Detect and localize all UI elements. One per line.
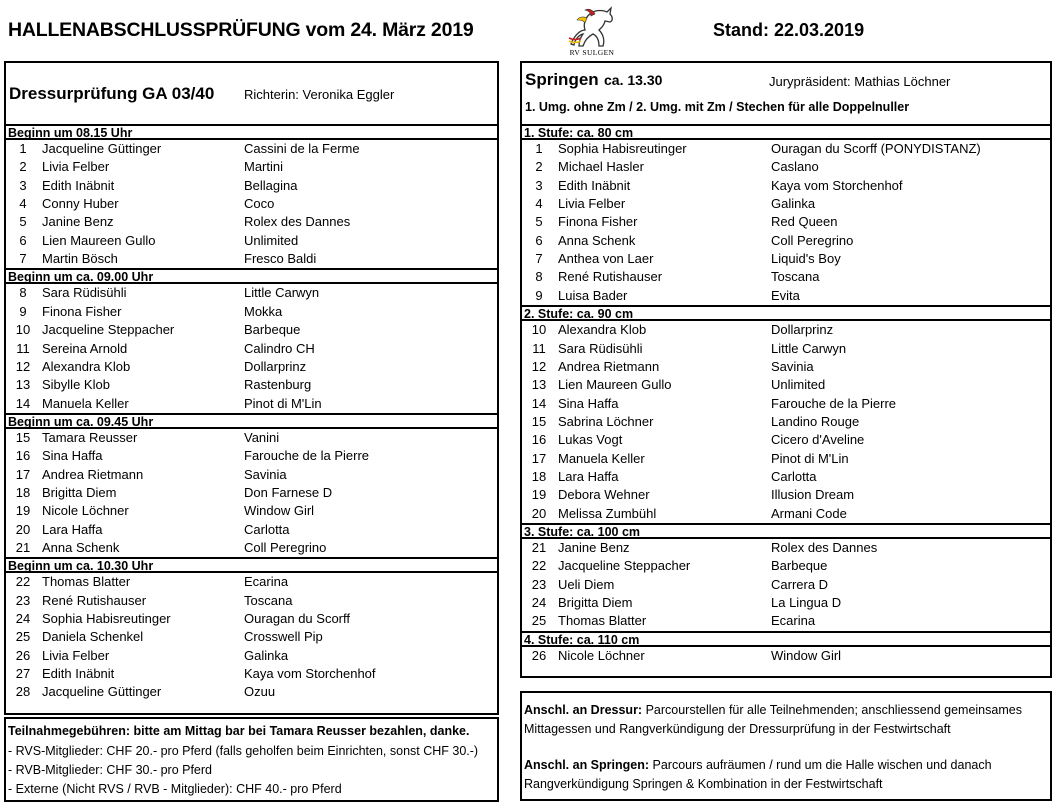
- note-dressur-label: Anschl. an Dressur:: [524, 703, 643, 717]
- section-header: 4. Stufe: ca. 110 cm: [522, 631, 1050, 647]
- start-number: 22: [15, 574, 31, 590]
- start-number: 14: [531, 395, 547, 411]
- start-list-row: [6, 321, 497, 339]
- fees-line-rvs: - RVS-Mitglieder: CHF 20.- pro Pferd (falls geholfen beim Einrichten, sonst CHF 30.-): [8, 744, 479, 758]
- start-number: 1: [19, 141, 27, 156]
- start-list-row: [522, 250, 1050, 268]
- horse-name: Rolex des Dannes: [244, 214, 351, 230]
- rider-name: Finona Fisher: [558, 214, 638, 230]
- start-list-row: [522, 594, 1050, 612]
- start-number: 14: [15, 395, 31, 411]
- horse-name: Bellagina: [244, 177, 298, 193]
- horse-name: Evita: [771, 287, 800, 303]
- notes-box: [520, 691, 1052, 801]
- start-list-row: [6, 592, 497, 610]
- horse-name: Ecarina: [244, 574, 289, 590]
- horse-name: Pinot di M'Lin: [244, 395, 322, 411]
- start-number: 12: [15, 358, 31, 374]
- start-list-row: [6, 177, 497, 195]
- start-list-row: [522, 140, 1050, 158]
- start-number: 25: [15, 629, 31, 645]
- rider-name: Ueli Diem: [558, 576, 615, 592]
- start-list-row: [6, 502, 497, 520]
- rider-name: Brigitta Diem: [42, 484, 117, 500]
- note-springen-line-1: [524, 756, 1048, 775]
- springen-panel: [520, 61, 1052, 678]
- horse-name: Unlimited: [771, 377, 826, 393]
- section-header: 2. Stufe: ca. 90 cm: [522, 305, 1050, 321]
- horse-name: Barbeque: [244, 322, 301, 338]
- start-list-row: [6, 376, 497, 394]
- horse-name: Dollarprinz: [244, 358, 307, 374]
- start-list-row: [522, 321, 1050, 339]
- horse-name: Mokka: [244, 303, 283, 319]
- horse-name: Ecarina: [771, 613, 816, 629]
- rider-name: Edith Inäbnit: [42, 177, 115, 193]
- horse-name: Little Carwyn: [771, 340, 847, 356]
- horse-name: Ouragan du Scorff: [244, 611, 350, 627]
- fees-title: Teilnahmegebühren: bitte am Mittag bar bei Tamara Reusser bezahlen, danke.: [8, 724, 470, 738]
- start-number: 13: [15, 377, 31, 393]
- horse-name: Coll Peregrino: [244, 540, 327, 555]
- start-number: 18: [15, 484, 31, 500]
- horse-name: Galinka: [244, 647, 289, 663]
- start-list-row: [6, 358, 497, 376]
- rider-name: Thomas Blatter: [42, 574, 131, 590]
- start-number: 7: [535, 251, 543, 267]
- start-list-row: [6, 250, 497, 268]
- horse-name: Window Girl: [244, 503, 315, 519]
- start-list-row: [6, 683, 497, 701]
- rider-name: Daniela Schenkel: [42, 629, 144, 645]
- start-list-row: [6, 484, 497, 502]
- start-number: 10: [15, 322, 31, 338]
- start-number: 6: [535, 232, 543, 248]
- horse-name: Coll Peregrino: [771, 232, 854, 248]
- start-list-row: [522, 340, 1050, 358]
- horse-name: Crosswell Pip: [244, 629, 323, 645]
- start-list-row: [6, 466, 497, 484]
- rider-name: Jacqueline Güttinger: [42, 684, 162, 700]
- start-list-row: [522, 358, 1050, 376]
- start-number: 15: [531, 413, 547, 429]
- status-date: Stand: 22.03.2019: [713, 20, 865, 40]
- start-list-row: [6, 573, 497, 591]
- rider-name: Lara Haffa: [558, 468, 619, 484]
- start-list-row: [522, 413, 1050, 431]
- horse-name: Illusion Dream: [771, 487, 855, 503]
- horse-name: Landino Rouge: [771, 413, 860, 429]
- start-number: 2: [535, 159, 543, 175]
- start-list-row: [6, 395, 497, 413]
- springen-subtitle: 1. Umg. ohne Zm / 2. Umg. mit Zm / Stechen für alle Doppelnuller: [525, 100, 910, 114]
- horse-name: Liquid's Boy: [771, 251, 841, 267]
- fees-line-extern: - Externe (Nicht RVS / RVB - Mitglieder): CHF 40.- pro Pferd: [8, 782, 342, 796]
- start-number: 4: [19, 196, 27, 212]
- rider-name: Edith Inäbnit: [558, 177, 631, 193]
- start-number: 5: [535, 214, 543, 230]
- horse-name: Red Queen: [771, 214, 838, 230]
- start-list-row: [6, 195, 497, 213]
- start-number: 22: [531, 558, 547, 574]
- horse-name: Carlotta: [244, 521, 290, 537]
- horse-name: Don Farnese D: [244, 484, 333, 500]
- start-list-row: [522, 232, 1050, 250]
- rider-name: Lara Haffa: [42, 521, 103, 537]
- horse-name: Barbeque: [771, 558, 828, 574]
- dressur-panel: [4, 61, 499, 715]
- start-number: 12: [531, 358, 547, 374]
- start-list-row: [6, 284, 497, 302]
- start-number: 11: [532, 340, 546, 356]
- rider-name: Sabrina Löchner: [558, 413, 654, 429]
- start-number: 16: [15, 448, 31, 464]
- start-number: 6: [19, 232, 27, 248]
- rider-name: Jacqueline Steppacher: [558, 558, 691, 574]
- start-number: 19: [531, 487, 547, 503]
- start-list-row: [522, 158, 1050, 176]
- rider-name: Edith Inäbnit: [42, 666, 115, 682]
- section-header: Beginn um ca. 09.00 Uhr: [6, 268, 497, 284]
- horse-name: Ouragan du Scorff (PONYDISTANZ): [771, 141, 981, 156]
- start-number: 26: [531, 647, 547, 663]
- rider-name: Andrea Rietmann: [558, 358, 660, 374]
- dressur-title: Dressurprüfung GA 03/40: [9, 84, 215, 103]
- horse-name: Farouche de la Pierre: [771, 395, 897, 411]
- rider-name: Lukas Vogt: [558, 432, 623, 448]
- rider-name: René Rutishauser: [42, 592, 147, 608]
- horse-name: La Lingua D: [771, 595, 842, 611]
- start-number: 8: [19, 285, 27, 301]
- rider-name: Livia Felber: [42, 647, 110, 663]
- start-number: 24: [531, 595, 547, 611]
- start-list-row: [522, 612, 1050, 630]
- start-number: 20: [531, 505, 547, 521]
- horse-name: Carlotta: [771, 468, 817, 484]
- rider-name: Sophia Habisreutinger: [558, 141, 687, 156]
- rider-name: Manuela Keller: [558, 450, 645, 466]
- start-number: 23: [15, 592, 31, 608]
- horse-name: Cicero d'Aveline: [771, 432, 865, 448]
- horse-name: Savinia: [771, 358, 814, 374]
- horse-name: Rolex des Dannes: [771, 540, 878, 555]
- section-header: Beginn um ca. 10.30 Uhr: [6, 557, 497, 573]
- start-number: 21: [15, 540, 31, 555]
- start-list-row: [522, 395, 1050, 413]
- start-list-row: [522, 486, 1050, 504]
- rider-name: Livia Felber: [42, 159, 110, 175]
- rider-name: Nicole Löchner: [42, 503, 129, 519]
- horse-name: Galinka: [771, 196, 816, 212]
- rider-name: Lien Maureen Gullo: [558, 377, 672, 393]
- start-list-row: [6, 610, 497, 628]
- start-number: 17: [15, 466, 31, 482]
- start-list-row: [522, 450, 1050, 468]
- start-list-row: [6, 429, 497, 447]
- start-list-row: [522, 213, 1050, 231]
- horse-name: Kaya vom Storchenhof: [771, 177, 903, 193]
- rider-name: Martin Bösch: [42, 251, 118, 267]
- horse-name: Vanini: [244, 429, 280, 445]
- section-header: Beginn um 08.15 Uhr: [6, 124, 497, 140]
- fees-box: [4, 717, 499, 802]
- rider-name: Jacqueline Steppacher: [42, 322, 175, 338]
- rider-name: Alexandra Klob: [558, 322, 647, 338]
- start-list-row: [522, 647, 1050, 665]
- start-list-row: [6, 447, 497, 465]
- start-list-row: [6, 303, 497, 321]
- start-number: 3: [19, 177, 27, 193]
- start-number: 2: [19, 159, 27, 175]
- rider-name: Lien Maureen Gullo: [42, 232, 156, 248]
- horse-name: Calindro CH: [244, 340, 315, 356]
- rider-name: Nicole Löchner: [558, 647, 645, 663]
- start-list-row: [522, 505, 1050, 523]
- rider-name: Anthea von Laer: [558, 251, 654, 267]
- rider-name: Thomas Blatter: [558, 613, 647, 629]
- dressur-header: [6, 63, 497, 124]
- rider-name: Tamara Reusser: [42, 429, 138, 445]
- start-number: 20: [15, 521, 31, 537]
- start-list-row: [6, 140, 497, 158]
- rider-name: Sara Rüdisühli: [558, 340, 643, 356]
- note-springen-label: Anschl. an Springen:: [524, 758, 650, 772]
- rider-name: Andrea Rietmann: [42, 466, 144, 482]
- start-list-row: [6, 665, 497, 683]
- start-number: 21: [531, 540, 547, 555]
- horse-name: Caslano: [771, 159, 819, 175]
- start-number: 25: [531, 613, 547, 629]
- start-number: 15: [15, 429, 31, 445]
- start-list-row: [522, 431, 1050, 449]
- start-list-row: [6, 340, 497, 358]
- horse-name: Ozuu: [244, 684, 276, 700]
- horse-name: Dollarprinz: [771, 322, 834, 338]
- note-dressur-line-2: Mittagessen und Rangverkündigung der Dressurprüfung in der Festwirtschaft: [524, 722, 951, 736]
- horse-name: Cassini de la Ferme: [244, 141, 360, 156]
- springen-title: Springen: [525, 70, 599, 89]
- start-list-row: [6, 647, 497, 665]
- rider-name: Sina Haffa: [558, 395, 619, 411]
- start-number: 17: [531, 450, 547, 466]
- rider-name: Janine Benz: [42, 214, 114, 230]
- horse-name: Carrera D: [771, 576, 829, 592]
- start-list-row: [522, 287, 1050, 305]
- rider-name: Michael Hasler: [558, 159, 644, 175]
- horse-name: Savinia: [244, 466, 287, 482]
- section-header: 1. Stufe: ca. 80 cm: [522, 124, 1050, 140]
- club-logo: [563, 4, 621, 58]
- start-list-row: [522, 195, 1050, 213]
- start-number: 23: [531, 576, 547, 592]
- start-number: 19: [15, 503, 31, 519]
- start-number: 9: [535, 287, 543, 303]
- start-number: 13: [531, 377, 547, 393]
- start-number: 4: [535, 196, 543, 212]
- start-number: 28: [15, 684, 31, 700]
- horse-name: Toscana: [244, 592, 293, 608]
- rider-name: Sina Haffa: [42, 448, 103, 464]
- start-number: 3: [535, 177, 543, 193]
- rider-name: Anna Schenk: [558, 232, 636, 248]
- rider-name: Luisa Bader: [558, 287, 628, 303]
- start-number: 18: [531, 468, 547, 484]
- start-number: 11: [16, 340, 30, 356]
- horse-name: Martini: [244, 159, 284, 175]
- rider-name: Sereina Arnold: [42, 340, 128, 356]
- note-dressur-text: Parcourstellen für alle Teilnehmenden; anschliessend gemeinsames: [642, 703, 1022, 717]
- horse-logo-icon: [563, 4, 621, 48]
- start-list-row: [522, 468, 1050, 486]
- page-title: HALLENABSCHLUSSPRÜFUNG vom 24. März 2019: [8, 19, 474, 41]
- rider-name: Livia Felber: [558, 196, 626, 212]
- start-number: 16: [531, 432, 547, 448]
- rider-name: Sophia Habisreutinger: [42, 611, 171, 627]
- horse-name: Unlimited: [244, 232, 299, 248]
- section-header: Beginn um ca. 09.45 Uhr: [6, 413, 497, 429]
- start-list-row: [522, 177, 1050, 195]
- horse-name: Fresco Baldi: [244, 251, 317, 267]
- start-number: 8: [535, 269, 543, 285]
- horse-name: Toscana: [771, 269, 820, 285]
- start-number: 7: [19, 251, 27, 267]
- start-number: 26: [15, 647, 31, 663]
- rider-name: Brigitta Diem: [558, 595, 633, 611]
- horse-name: Rastenburg: [244, 377, 312, 393]
- fees-line-rvb: - RVB-Mitglieder: CHF 30.- pro Pferd: [8, 763, 212, 777]
- start-number: 1: [535, 141, 543, 156]
- note-springen-line-2: Rangverkündigung Springen & Kombination in der Festwirtschaft: [524, 777, 883, 791]
- rider-name: Finona Fisher: [42, 303, 122, 319]
- start-list-row: [6, 628, 497, 646]
- horse-name: Armani Code: [771, 505, 847, 521]
- rider-name: Sibylle Klob: [42, 377, 110, 393]
- springen-time: ca. 13.30: [604, 72, 663, 88]
- horse-name: Little Carwyn: [244, 285, 320, 301]
- start-number: 24: [15, 611, 31, 627]
- start-number: 27: [15, 666, 31, 682]
- start-number: 5: [19, 214, 27, 230]
- start-list-row: [6, 232, 497, 250]
- start-list-row: [522, 557, 1050, 575]
- springen-jury: Jurypräsident: Mathias Löchner: [769, 74, 951, 89]
- horse-name: Farouche de la Pierre: [244, 448, 370, 464]
- note-springen-text: Parcours aufräumen / rund um die Halle wischen und danach: [649, 758, 992, 772]
- horse-name: Coco: [244, 196, 275, 212]
- start-list-row: [6, 521, 497, 539]
- start-list-row: [522, 268, 1050, 286]
- rider-name: Debora Wehner: [558, 487, 650, 503]
- start-number: 10: [531, 322, 547, 338]
- start-list-row: [6, 213, 497, 231]
- rider-name: Alexandra Klob: [42, 358, 131, 374]
- horse-name: Pinot di M'Lin: [771, 450, 849, 466]
- rider-name: Janine Benz: [558, 540, 630, 555]
- dressur-judge: Richterin: Veronika Eggler: [244, 87, 395, 102]
- rider-name: Jacqueline Güttinger: [42, 141, 162, 156]
- rider-name: Manuela Keller: [42, 395, 129, 411]
- rider-name: René Rutishauser: [558, 269, 663, 285]
- start-list-row: [6, 539, 497, 557]
- section-header: 3. Stufe: ca. 100 cm: [522, 523, 1050, 539]
- rider-name: Conny Huber: [42, 196, 119, 212]
- rider-name: Anna Schenk: [42, 540, 120, 555]
- horse-name: Window Girl: [771, 647, 842, 663]
- start-list-row: [522, 376, 1050, 394]
- start-list-row: [522, 576, 1050, 594]
- note-dressur-line-1: [524, 701, 1048, 720]
- rider-name: Sara Rüdisühli: [42, 285, 127, 301]
- logo-caption: RV SULGEN: [569, 48, 615, 57]
- start-list-row: [522, 539, 1050, 557]
- springen-header: [522, 63, 1050, 124]
- start-number: 9: [19, 303, 27, 319]
- horse-name: Kaya vom Storchenhof: [244, 666, 376, 682]
- rider-name: Melissa Zumbühl: [558, 505, 657, 521]
- start-list-row: [6, 158, 497, 176]
